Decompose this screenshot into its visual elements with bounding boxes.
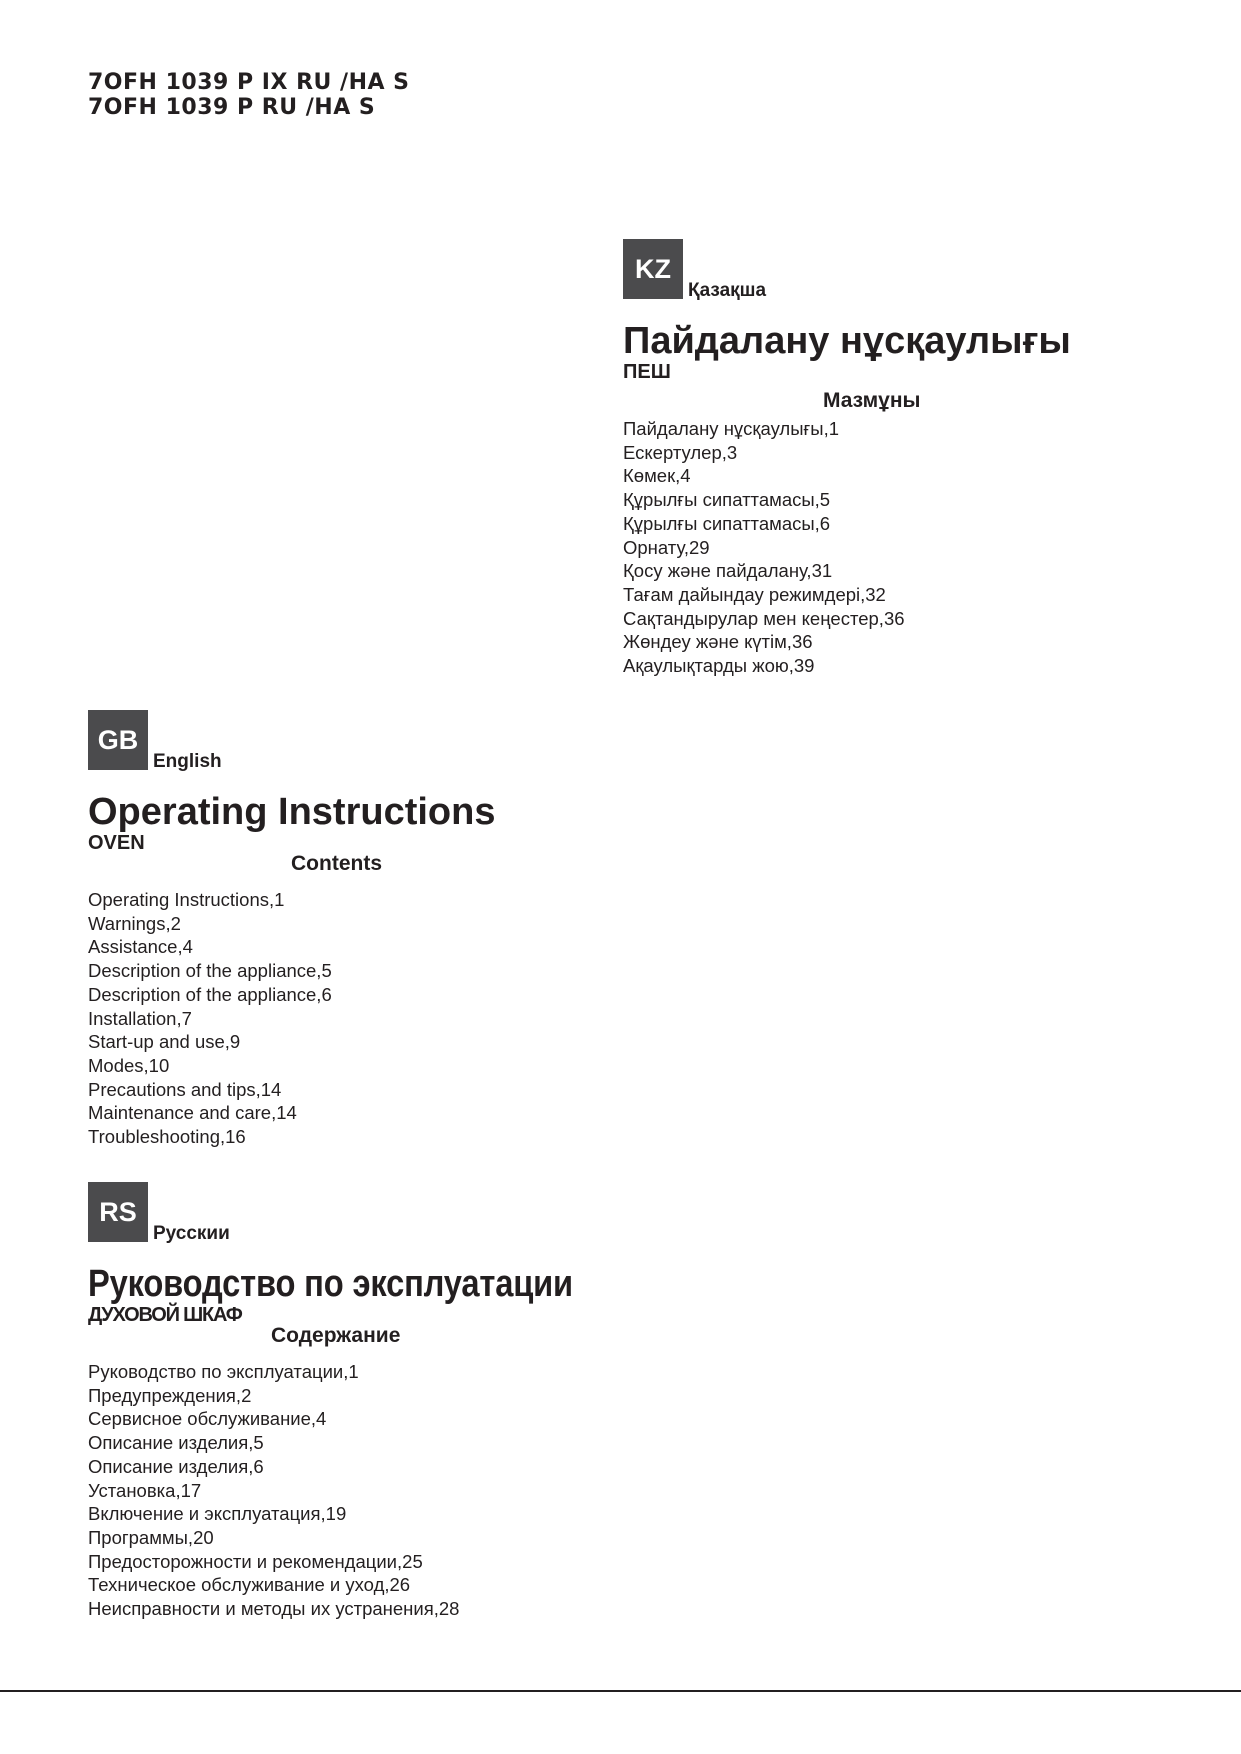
toc-item: Тағам дайындау режимдері,32: [623, 583, 886, 605]
toc-item: Установка,17: [88, 1479, 202, 1501]
section-kazakh: [623, 239, 1183, 678]
toc-item: Программы,20: [88, 1526, 214, 1548]
manual-title: Пайдалану нұсқаулығы: [623, 320, 1071, 362]
toc-item: Құрылғы сипаттамасы,6: [623, 512, 831, 534]
manual-title: Operating Instructions: [88, 791, 496, 833]
model-number: 7OFH 1039 P RU /HA S: [88, 95, 376, 120]
model-numbers: [88, 70, 410, 120]
toc-item: Техническое обслуживание и уход,26: [88, 1574, 411, 1596]
toc-item: Maintenance and care,14: [88, 1102, 297, 1124]
language-badge-rs: RS: [88, 1182, 148, 1242]
language-badge-kz: KZ: [623, 239, 683, 299]
language-name: Қазақша: [688, 280, 767, 301]
section-russian: [88, 1182, 728, 1621]
toc-item: Қосу және пайдалану,31: [623, 560, 833, 582]
manual-title: Руководство по эксплуатации: [88, 1263, 573, 1305]
toc-item: Warnings,2: [88, 912, 181, 934]
toc-item: Сервисное обслуживание,4: [88, 1408, 327, 1430]
footer-divider: [0, 1690, 1241, 1692]
language-name: English: [153, 751, 222, 772]
contents-heading: Contents: [291, 852, 382, 875]
toc-item: Предосторожности и рекомендации,25: [88, 1550, 423, 1572]
manual-subtitle: ПЕШ: [623, 361, 671, 383]
toc-item: Предупреждения,2: [88, 1384, 252, 1406]
toc-item: Описание изделия,5: [88, 1432, 264, 1454]
toc-item: Assistance,4: [88, 936, 193, 958]
toc-item: Precautions and tips,14: [88, 1078, 282, 1100]
toc-item: Неисправности и методы их устранения,28: [88, 1598, 460, 1620]
toc-item: Operating Instructions,1: [88, 889, 285, 910]
toc-item: Описание изделия,6: [88, 1455, 264, 1477]
manual-subtitle: ДУХОВОЙ ШКАФ: [88, 1304, 242, 1326]
toc-item: Көмек,4: [623, 465, 691, 487]
manual-subtitle: OVEN: [88, 832, 145, 854]
toc-item: Пайдалану нұсқаулығы,1: [623, 418, 839, 439]
toc-item: Start-up and use,9: [88, 1031, 241, 1053]
toc-item: Құрылғы сипаттамасы,5: [623, 489, 831, 511]
toc-item: Орнату,29: [623, 536, 710, 558]
table-of-contents: [88, 1360, 728, 1621]
language-badge-gb: GB: [88, 710, 148, 770]
toc-item: Сақтандырулар мен кеңестер,36: [623, 607, 905, 629]
table-of-contents: [623, 417, 1183, 678]
contents-heading: Мазмұны: [823, 389, 921, 412]
toc-item: Включение и эксплуатация,19: [88, 1503, 347, 1525]
toc-item: Description of the appliance,5: [88, 960, 332, 982]
toc-item: Description of the appliance,6: [88, 983, 332, 1005]
toc-item: Руководство по эксплуатации,1: [88, 1361, 359, 1382]
language-name: Русскии: [153, 1223, 230, 1244]
model-number: 7OFH 1039 P IX RU /HA S: [88, 70, 410, 95]
toc-item: Жөндеу және күтім,36: [623, 631, 813, 653]
toc-item: Ақаулықтарды жою,39: [623, 655, 815, 677]
toc-item: Ескертулер,3: [623, 441, 738, 463]
toc-item: Installation,7: [88, 1007, 192, 1029]
toc-item: Troubleshooting,16: [88, 1126, 246, 1148]
section-english: [88, 710, 688, 1149]
toc-item: Modes,10: [88, 1054, 170, 1076]
contents-heading: Содержание: [271, 1324, 401, 1347]
table-of-contents: [88, 888, 688, 1149]
